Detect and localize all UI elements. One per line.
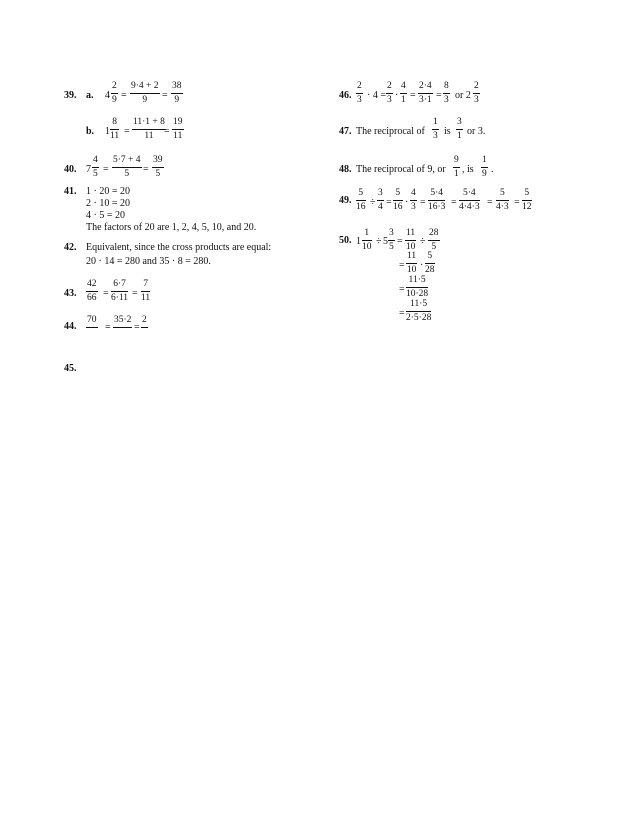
equals-sign: = bbox=[134, 322, 140, 333]
division-sign: ÷ bbox=[420, 236, 426, 247]
equals-sign: = bbox=[105, 322, 111, 333]
fraction: $\frac{1}{9}$ bbox=[482, 155, 487, 179]
whole-number: 5 bbox=[383, 236, 388, 247]
dot-operator: · bbox=[395, 90, 399, 101]
fraction: $\frac{38}{9}$ bbox=[172, 81, 182, 105]
problem-number-48: 48. bbox=[339, 164, 352, 175]
fraction: $\frac{1}{10}$ bbox=[362, 228, 372, 252]
equals-sign: = bbox=[487, 197, 493, 208]
fraction: $\frac{8}{3}$ bbox=[444, 81, 449, 105]
fraction: $\frac{9\cdot 4 + 2}{9}$ bbox=[131, 81, 159, 105]
fraction: 35·2 bbox=[113, 316, 132, 328]
problem-number-43: 43. bbox=[64, 288, 77, 299]
fraction: $\frac{11}{10}$ bbox=[406, 251, 417, 275]
fraction: $\frac{4}{1}$ bbox=[401, 81, 406, 105]
fraction: $\frac{8}{11}$ bbox=[110, 117, 120, 141]
equals-sign: = bbox=[103, 288, 109, 299]
text: The reciprocal of 9, or bbox=[356, 164, 446, 175]
text-line: 4 · 5 = 20 bbox=[86, 210, 125, 221]
fraction: $\frac{3}{5}$ bbox=[389, 228, 394, 252]
text-line: 1 · 20 = 20 bbox=[86, 186, 130, 197]
part-b-label: b. bbox=[86, 126, 95, 137]
fraction: 70 bbox=[86, 316, 98, 328]
fraction: $\frac{11}{10}$ bbox=[405, 228, 416, 252]
text-line: Equivalent, since the cross products are equal: bbox=[86, 242, 272, 253]
fraction: $\frac{4}{3}$ bbox=[411, 188, 416, 212]
equals-sign: = bbox=[399, 260, 405, 271]
equals-sign: = bbox=[514, 197, 520, 208]
dot-operator: · bbox=[420, 260, 424, 271]
equals-sign: = bbox=[162, 90, 168, 101]
equals-sign: = bbox=[386, 197, 392, 208]
division-sign: ÷ bbox=[370, 197, 376, 208]
whole-number: 7 bbox=[86, 164, 91, 175]
fraction: $\frac{6\cdot 7}{6\cdot 11}$ bbox=[111, 279, 129, 303]
fraction: $\frac{3}{1}$ bbox=[457, 117, 462, 141]
text: or 2 bbox=[455, 90, 471, 101]
fraction: $\frac{5}{16}$ bbox=[356, 188, 366, 212]
text: . bbox=[491, 164, 494, 175]
fraction: $\frac{3}{4}$ bbox=[378, 188, 383, 212]
fraction: $\frac{2}{3}$ bbox=[357, 81, 362, 105]
problem-number-50: 50. bbox=[339, 235, 352, 246]
text: or 3. bbox=[467, 126, 486, 137]
fraction: $\frac{5}{16}$ bbox=[393, 188, 403, 212]
fraction: $\frac{5\cdot 7 + 4}{5}$ bbox=[113, 155, 141, 179]
problem-number-39: 39. bbox=[64, 90, 77, 101]
equals-sign: = bbox=[399, 284, 405, 295]
division-sign: ÷ bbox=[376, 236, 382, 247]
fraction: $\frac{39}{5}$ bbox=[153, 155, 163, 179]
text-line: The factors of 20 are 1, 2, 4, 5, 10, and 20. bbox=[86, 222, 257, 233]
fraction: $\frac{19}{11}$ bbox=[173, 117, 183, 141]
equals-sign: = bbox=[121, 90, 127, 101]
whole-number: 4 bbox=[105, 90, 110, 101]
equals-sign: = bbox=[399, 308, 405, 319]
equals-sign: = bbox=[132, 288, 138, 299]
dot-operator: · bbox=[405, 197, 409, 208]
problem-number-49: 49. bbox=[339, 195, 352, 206]
text: is bbox=[444, 126, 451, 137]
fraction: $\frac{4}{5}$ bbox=[93, 155, 98, 179]
equals-sign: = bbox=[164, 126, 170, 137]
fraction: $\frac{2\cdot 4}{3\cdot 1}$ bbox=[419, 81, 432, 105]
text-line: 20 · 14 = 280 and 35 · 8 = 280. bbox=[86, 256, 211, 267]
operator: · 4 = bbox=[367, 90, 386, 101]
fraction: $\frac{5}{4\cdot 3}$ bbox=[496, 188, 509, 212]
equals-sign: = bbox=[143, 164, 149, 175]
fraction: $\frac{9}{1}$ bbox=[454, 155, 459, 179]
problem-number-41: 41. bbox=[64, 186, 77, 197]
fraction: $\frac{5}{28}$ bbox=[425, 251, 435, 275]
fraction: $\frac{2}{9}$ bbox=[112, 81, 117, 105]
problem-number-40: 40. bbox=[64, 164, 77, 175]
text: The reciprocal of bbox=[356, 126, 425, 137]
problem-number-42: 42. bbox=[64, 242, 77, 253]
problem-number-44: 44. bbox=[64, 321, 77, 332]
fraction: $\frac{5\cdot 4}{4\cdot 4\cdot 3}$ bbox=[459, 188, 480, 212]
fraction: $\frac{11\cdot 1 + 8}{11}$ bbox=[133, 117, 165, 141]
equals-sign: = bbox=[410, 90, 416, 101]
fraction: $\frac{28}{5}$ bbox=[429, 228, 439, 252]
whole-number: 1 bbox=[356, 236, 361, 247]
equals-sign: = bbox=[420, 197, 426, 208]
whole-number: 1 bbox=[105, 126, 110, 137]
equals-sign: = bbox=[397, 236, 403, 247]
equals-sign: = bbox=[451, 197, 457, 208]
fraction: $\frac{2}{3}$ bbox=[387, 81, 392, 105]
problem-number-45: 45. bbox=[64, 363, 77, 374]
fraction: $\frac{5}{12}$ bbox=[522, 188, 532, 212]
equals-sign: = bbox=[124, 126, 130, 137]
fraction: $\frac{1}{3}$ bbox=[433, 117, 438, 141]
problem-number-47: 47. bbox=[339, 126, 352, 137]
equals-sign: = bbox=[436, 90, 442, 101]
fraction: $\frac{42}{66}$ bbox=[87, 279, 97, 303]
text: , is bbox=[462, 164, 474, 175]
problem-number-46: 46. bbox=[339, 90, 352, 101]
fraction: $\frac{7}{11}$ bbox=[141, 279, 151, 303]
fraction: $\frac{5\cdot 4}{16\cdot 3}$ bbox=[428, 188, 446, 212]
fraction: $\frac{11\cdot 5}{10\cdot 28}$ bbox=[406, 275, 429, 299]
fraction: 2 bbox=[141, 316, 148, 328]
fraction: $\frac{11\cdot 5}{2\cdot 5\cdot 28}$ bbox=[406, 299, 432, 323]
part-a-label: a. bbox=[86, 90, 94, 101]
text-line: 2 · 10 = 20 bbox=[86, 198, 130, 209]
fraction: $\frac{2}{3}$ bbox=[474, 81, 479, 105]
equals-sign: = bbox=[103, 164, 109, 175]
